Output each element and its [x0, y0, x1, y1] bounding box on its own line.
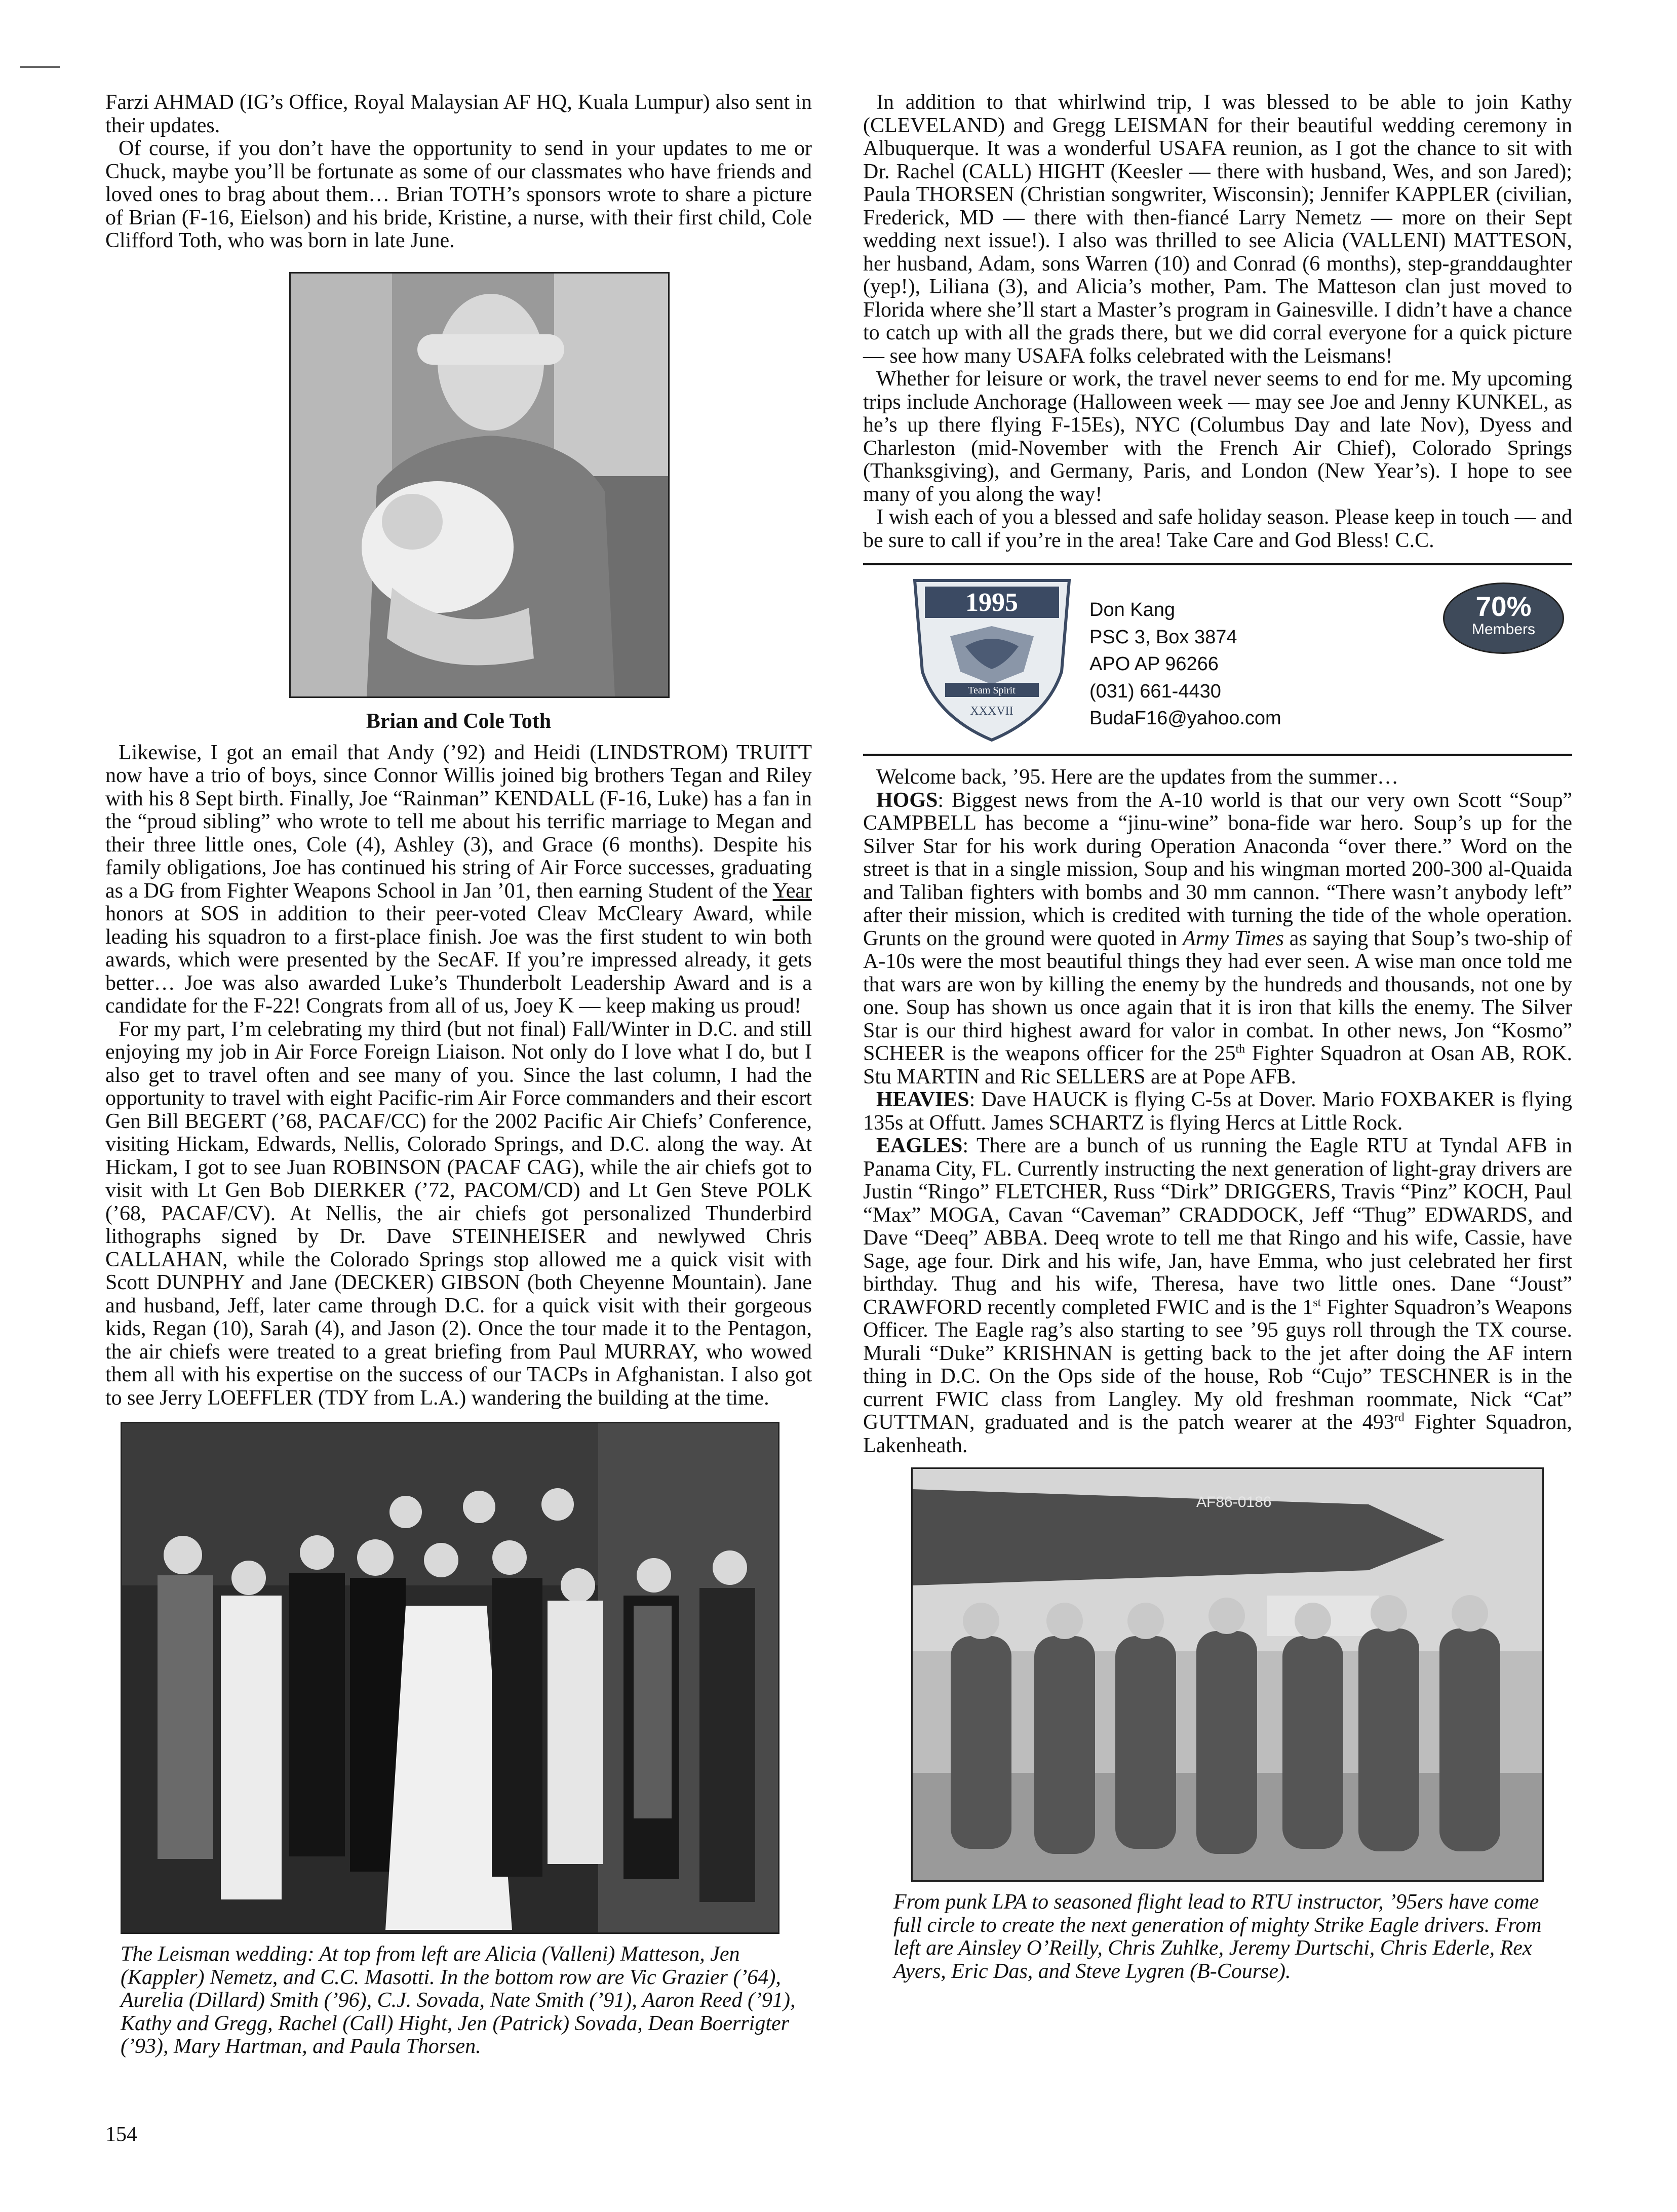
contact-email: BudaF16@yahoo.com: [1089, 708, 1281, 729]
photo-caption: The Leisman wedding: At top from left are Alicia (Valleni) Matteson, Jen (Kappler) Nemetz, and C.C. Masotti. In the bottom row are Vic Grazier (’64), Aurelia (Dillard) Smith (’96), C.J. Sovada, Nate Smith (’91), Aaron Reed (’91), Kathy and Gregg, Rachel (Call) Hight, Jen (Patrick) Sovada, Dean Boerrigter (’93), Mary Hartman, and Paula Thorsen.: [121, 1943, 796, 2058]
photo-caption: Brian and Cole Toth: [366, 709, 552, 733]
membership-percent: 70%: [1475, 591, 1532, 622]
superscript: rd: [1394, 1411, 1405, 1424]
paragraph: Welcome back, ’95. Here are the updates from the summer…: [876, 765, 1399, 789]
paragraph: [863, 1089, 1572, 1135]
text-run: Fighter Squadron at Osan AB, ROK. Stu MARTIN and Ric SELLERS are at Pope AFB.: [863, 1042, 1573, 1089]
superscript: th: [1235, 1042, 1245, 1056]
text-run: Army Times: [1183, 926, 1284, 950]
right-column: [863, 91, 1572, 1983]
class-header: [863, 565, 1572, 754]
section-lead: HOGS: [876, 788, 938, 812]
contact-block: [1089, 597, 1281, 732]
membership-label: Members: [1471, 621, 1536, 638]
paragraph: [105, 742, 812, 1018]
contact-phone: (031) 661-4430: [1089, 680, 1221, 702]
photo-strike-eagle-pilots: [911, 1467, 1544, 1882]
contact-address-1: PSC 3, Box 3874: [1089, 626, 1237, 648]
crest-year: 1995: [965, 588, 1018, 617]
superscript: st: [1313, 1296, 1321, 1309]
contact-address-2: APO AP 96266: [1089, 653, 1219, 675]
membership-badge: [1443, 583, 1564, 654]
left-column: [105, 91, 812, 2059]
paragraph: I wish each of you a blessed and safe holiday season. Please keep in touch — and be sure to call if you’re in the area! Take Care and God Bless! C.C.: [863, 506, 1572, 552]
paragraph: Farzi AHMAD (IG’s Office, Royal Malaysian AF HQ, Kuala Lumpur) also sent in their updates.: [105, 91, 812, 137]
contact-name: Don Kang: [1089, 599, 1176, 620]
photo-leisman-wedding: [121, 1422, 779, 1934]
text-run: Fighter Squadron, Lakenheath.: [863, 1411, 1573, 1457]
section-rule: [863, 754, 1572, 756]
page-number: 154: [105, 2123, 137, 2146]
aircraft-tail-number: AF86-0186: [1196, 1494, 1272, 1510]
corner-mark: [20, 66, 60, 68]
crest-numeral: XXXVII: [970, 705, 1013, 718]
paragraph: [863, 1135, 1572, 1457]
text-run: as saying that Soup’s two-ship of A-10s were the most beautiful things they had ever seen. A wise man once told me that wars are won by killing the enemy by the hundreds and thousands, not one by one. Soup has shown us once again that it is iron that kills the enemy. The Silver Star is our third highest award for valor in combat. In other news, Jon “Kosmo” SCHEER is the weapons officer for the 25: [863, 926, 1572, 1065]
paragraph: For my part, I’m celebrating my third (but not final) Fall/Winter in D.C. and still enjoying my job in Air Force Foreign Liaison. Not only do I love what I do, but I also get to travel often and see many of you. Since the last column, I had the opportunity to travel with eight Pacific-rim Air Force commanders and their escort Gen Bill BEGERT (’68, PACAF/CC) for the 2002 Pacific Air Chiefs’ Conference, visiting Hickam, Edwards, Nellis, Colorado Springs, and D.C. along the way. At Hickam, I got to see Juan ROBINSON (PACAF CAG), while the air chiefs got to visit with Lt Gen Bob DIERKER (’72, PACOM/CD) and Lt Gen Steve POLK (’68, PACAF/CV). At Nellis, the air chiefs got personalized Thunderbird lithographs signed by Dr. Dave STEINHEISER and newlywed Chris CALLAHAN, while the Colorado Springs stop allowed me a quick visit with Scott DUNPHY and Jane (DECKER) GIBSON (both Cheyenne Mountain). Jane and husband, Jeff, later came through D.C. for a quick visit with their gorgeous kids, Regan (10), Sarah (4), and Jason (2). Once the tour made it to the Pentagon, the air chiefs were treated to a great briefing from Paul MURRAY, who wowed them all with his expertise on the success of our TACPs in Afghanistan. I also got to see Jerry LOEFFLER (TDY from L.A.) wandering the building at the time.: [105, 1017, 812, 1410]
class-crest: [910, 575, 1074, 743]
text-run: : Biggest news from the A-10 world is that our very own Scott “Soup” CAMPBELL has become a “jinu-wine” bona-fide war hero. Soup’s up for the Silver Star for his work during Operation Anaconda “over there.” Word on the street is that in a single mission, Soup and his wingman morted 200-300 al-Quaida and Taliban fighters with bombs and 30 mm cannon. “There wasn’t anybody left” after their mission, which is credited with turning the tide of the whole operation. Grunts on the ground were quoted in: [863, 788, 1572, 950]
photo-brian-cole-toth: [289, 272, 670, 698]
paragraph: Whether for leisure or work, the travel never seems to end for me. My upcoming trips include Anchorage (Halloween week — may see Joe and Jenny KUNKEL, as he’s up there flying F-15Es), NYC (Columbus Day and late Nov), Dyess and Charleston (mid-November with the French Air Chief), Colorado Springs (Thanksgiving), and Germany, Paris, and London (New Year’s). I hope to see many of you along the way!: [863, 367, 1572, 506]
photo-caption: From punk LPA to seasoned flight lead to RTU instructor, ’95ers have come full circle to create the next generation of mighty Strike Eagle drivers. From left are Ainsley O’Reilly, Chris Zuhlke, Jeremy Durtschi, Chris Ederle, Rex Ayers, Eric Das, and Steve Lygren (B-Course).: [893, 1890, 1542, 1983]
text-run: : There are a bunch of us running the Eagle RTU at Tyndal AFB in Panama City, FL. Currently instructing the next generation of light-gray drivers are Justin “Ringo” FLETCHER, Russ “Dirk” DRIGGERS, Travis “Pinz” KOCH, Paul “Max” MOGA, Cavan “Caveman” CRADDOCK, Jeff “Thug” EDWARDS, and Dave “Deeq” ABBA. Deeq wrote to tell me that Ringo and his wife, Cassie, have Sage, age four. Dirk and his wife, Jan, have Emma, who just celebrated her first birthday. Thug and his wife, Theresa, have two little ones. Dane “Joust” CRAWFORD recently completed FWIC and is the 1: [863, 1134, 1572, 1319]
text-run: honors at SOS in addition to their peer-voted Cleav McCleary Award, while leading his squadron to a first-place finish. Joe was the first student to win both awards, which were presented by the SecAF. If you’re impressed already, it gets better… Joe was also awarded Luke’s Thunderbolt Leadership Award and is a candidate for the F-22! Congrats from all of us, Joey K — keep making us proud!: [105, 902, 812, 1018]
text-run: : Dave HAUCK is flying C-5s at Dover. Mario FOXBAKER is flying 135s at Offutt. James SCHARTZ is flying Hercs at Little Rock.: [863, 1088, 1572, 1135]
paragraph: [863, 789, 1572, 1089]
section-lead: HEAVIES: [876, 1088, 969, 1111]
text-run: Year: [772, 879, 812, 903]
crest-motto: Team Spirit: [968, 685, 1016, 696]
paragraph: In addition to that whirlwind trip, I was blessed to be able to join Kathy (CLEVELAND) and Gregg LEISMAN for their beautiful wedding ceremony in Albuquerque. It was a wonderful USAFA reunion, as I got the chance to sit with Dr. Rachel (CALL) HIGHT (Keesler — there with husband, Wes, and son Jared); Paula THORSEN (Christian songwriter, Wisconsin); Jennifer KAPPLER (civilian, Frederick, MD — there with then-fiancé Larry Nemetz — more on their Sept wedding next issue!). I also was thrilled to see Alicia (VALLENI) MATTESON, her husband, Adam, sons Warren (10) and Conrad (6 months), step-granddaughter (yep!), Liliana (3), and Alicia’s mother, Pam. The Matteson clan just moved to Florida where she’ll start a Master’s program in Gainesville. I didn’t have a chance to catch up with all the grads there, but we did corral everyone for a quick picture — see how many USAFA folks celebrated with the Leismans!: [863, 91, 1572, 368]
text-run: Fighter Squadron’s Weapons Officer. The Eagle rag’s also starting to see ’95 guys roll through the TX course. Murali “Duke” KRISHNAN is getting back to the jet after doing the AF intern thing in D.C. On the Ops side of the house, Rob “Cujo” TESCHNER is in the current FWIC class from Langley. My old freshman roommate, Nick “Cat” GUTTMAN, graduated and is the patch wearer at the 493: [863, 1295, 1572, 1434]
text-run: Likewise, I got an email that Andy (’92) and Heidi (LINDSTROM) TRUITT now have a trio of boys, since Connor Willis joined big brothers Tegan and Riley with his 8 Sept birth. Finally, Joe “Rainman” KENDALL (F-16, Luke) has a fan in the “proud sibling” who wrote to tell me about his terrific marriage to Megan and their three little ones, Cole (4), Ashley (3), and Grace (6 months). Despite his family obligations, Joe has continued his string of Air Force successes, graduating as a DG from Fighter Weapons School in Jan ’01, then earning Student of the: [105, 741, 812, 903]
paragraph: Of course, if you don’t have the opportunity to send in your updates to me or Chuck, maybe you’ll be fortunate as some of our classmates who have friends and loved ones to brag about them… Brian TOTH’s sponsors wrote to share a picture of Brian (F-16, Eielson) and his bride, Kristine, a nurse, with their first child, Cole Clifford Toth, who was born in late June.: [105, 137, 812, 252]
section-lead: EAGLES: [876, 1134, 963, 1157]
